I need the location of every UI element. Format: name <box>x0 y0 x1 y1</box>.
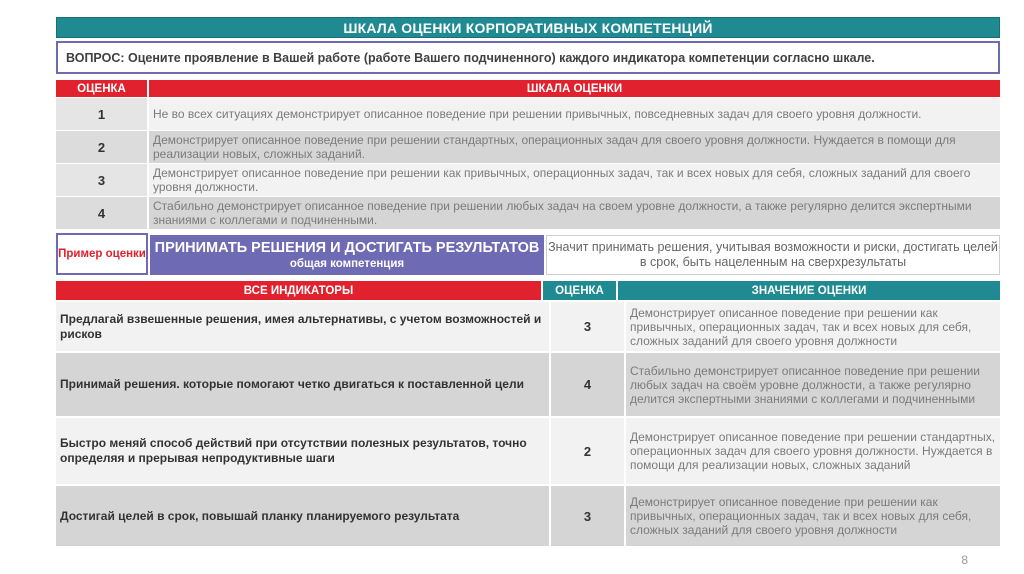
indicator-row <box>56 302 1000 351</box>
indicator-score-meaning: Демонстрирует описанное поведение при решении как привычных, операционных задач, так и всех новых для себя, сложных заданий для своего уровня должности <box>626 486 1000 546</box>
indicator-text: Достигай целей в срок, повышай планку планируемого результата <box>56 486 549 546</box>
scale-description: Демонстрирует описанное поведение при решении стандартных, операционных задач для своего уровня должности. Нуждается в помощи для реализации новых, сложных заданий. <box>149 131 1000 163</box>
indicator-row <box>56 418 1000 484</box>
indicator-text: Быстро меняй способ действий при отсутствии полезных результатов, точно определяя и прерывая непродуктивные шаги <box>56 418 549 484</box>
indicator-score-meaning: Демонстрирует описанное поведение при решении как привычных, операционных задач, так и всех новых для себя, сложных заданий для своего уровня должности <box>626 302 1000 351</box>
scale-description: Не во всех ситуациях демонстрирует описанное поведение при решении привычных, повседневных задач для своего уровня должности. <box>149 98 1000 130</box>
scale-score: 2 <box>56 131 147 163</box>
header-score: ОЦЕНКА <box>543 281 616 300</box>
header-all-indicators: ВСЕ ИНДИКАТОРЫ <box>56 281 541 300</box>
rating-scale-table <box>56 80 1000 229</box>
competency-title-box <box>150 235 544 275</box>
header-score-meaning: ЗНАЧЕНИЕ ОЦЕНКИ <box>618 281 1000 300</box>
indicator-text: Предлагай взвешенные решения, имея альтернативы, с учетом возможностей и рисков <box>56 302 549 351</box>
scale-description: Стабильно демонстрирует описанное поведение при решении любых задач на своем уровне должности, а также регулярно делится экспертными знаниями с коллегами и подчиненными. <box>149 197 1000 229</box>
scale-header-row <box>56 80 1000 97</box>
indicator-score-meaning: Стабильно демонстрирует описанное поведение при решении любых задач на своём уровне должности, а также регулярно делится экспертными знаниями с коллегами и подчиненными <box>626 353 1000 416</box>
example-label: Пример оценки <box>56 233 148 275</box>
indicator-score: 3 <box>551 486 624 546</box>
scale-header-score: ОЦЕНКА <box>56 80 147 97</box>
competency-subtitle: общая компетенция <box>289 257 405 270</box>
indicator-text: Принимай решения. которые помогают четко двигаться к поставленной цели <box>56 353 549 416</box>
scale-header-scale: ШКАЛА ОЦЕНКИ <box>149 80 1000 97</box>
competency-definition: Значит принимать решения, учитывая возможности и риски, достигать целей в срок, быть нацеленным на сверхрезультаты <box>546 235 1000 275</box>
page-title: ШКАЛА ОЦЕНКИ КОРПОРАТИВНЫХ КОМПЕТЕНЦИЙ <box>56 17 1000 38</box>
page-number: 8 <box>961 553 968 567</box>
scale-score: 4 <box>56 197 147 229</box>
indicator-score: 2 <box>551 418 624 484</box>
scale-row <box>56 164 1000 196</box>
scale-description: Демонстрирует описанное поведение при решении как привычных, операционных задач, так и всех новых для себя, сложных заданий для своего уровня должности. <box>149 164 1000 196</box>
indicator-row <box>56 486 1000 546</box>
indicator-row <box>56 353 1000 416</box>
scale-row <box>56 98 1000 130</box>
scale-row <box>56 131 1000 163</box>
question-box: ВОПРОС: Оцените проявление в Вашей работе (работе Вашего подчиненного) каждого индикатора компетенции согласно шкале. <box>56 41 1000 74</box>
indicators-table <box>56 281 1000 546</box>
competency-title: ПРИНИМАТЬ РЕШЕНИЯ И ДОСТИГАТЬ РЕЗУЛЬТАТОВ <box>154 239 540 256</box>
indicators-header-row <box>56 281 1000 300</box>
scale-score: 1 <box>56 98 147 130</box>
scale-row <box>56 197 1000 229</box>
scale-score: 3 <box>56 164 147 196</box>
indicator-score-meaning: Демонстрирует описанное поведение при решении стандартных, операционных задач для своего уровня должности. Нуждается в помощи для реализации новых, сложных заданий <box>626 418 1000 484</box>
indicator-score: 3 <box>551 302 624 351</box>
indicator-score: 4 <box>551 353 624 416</box>
